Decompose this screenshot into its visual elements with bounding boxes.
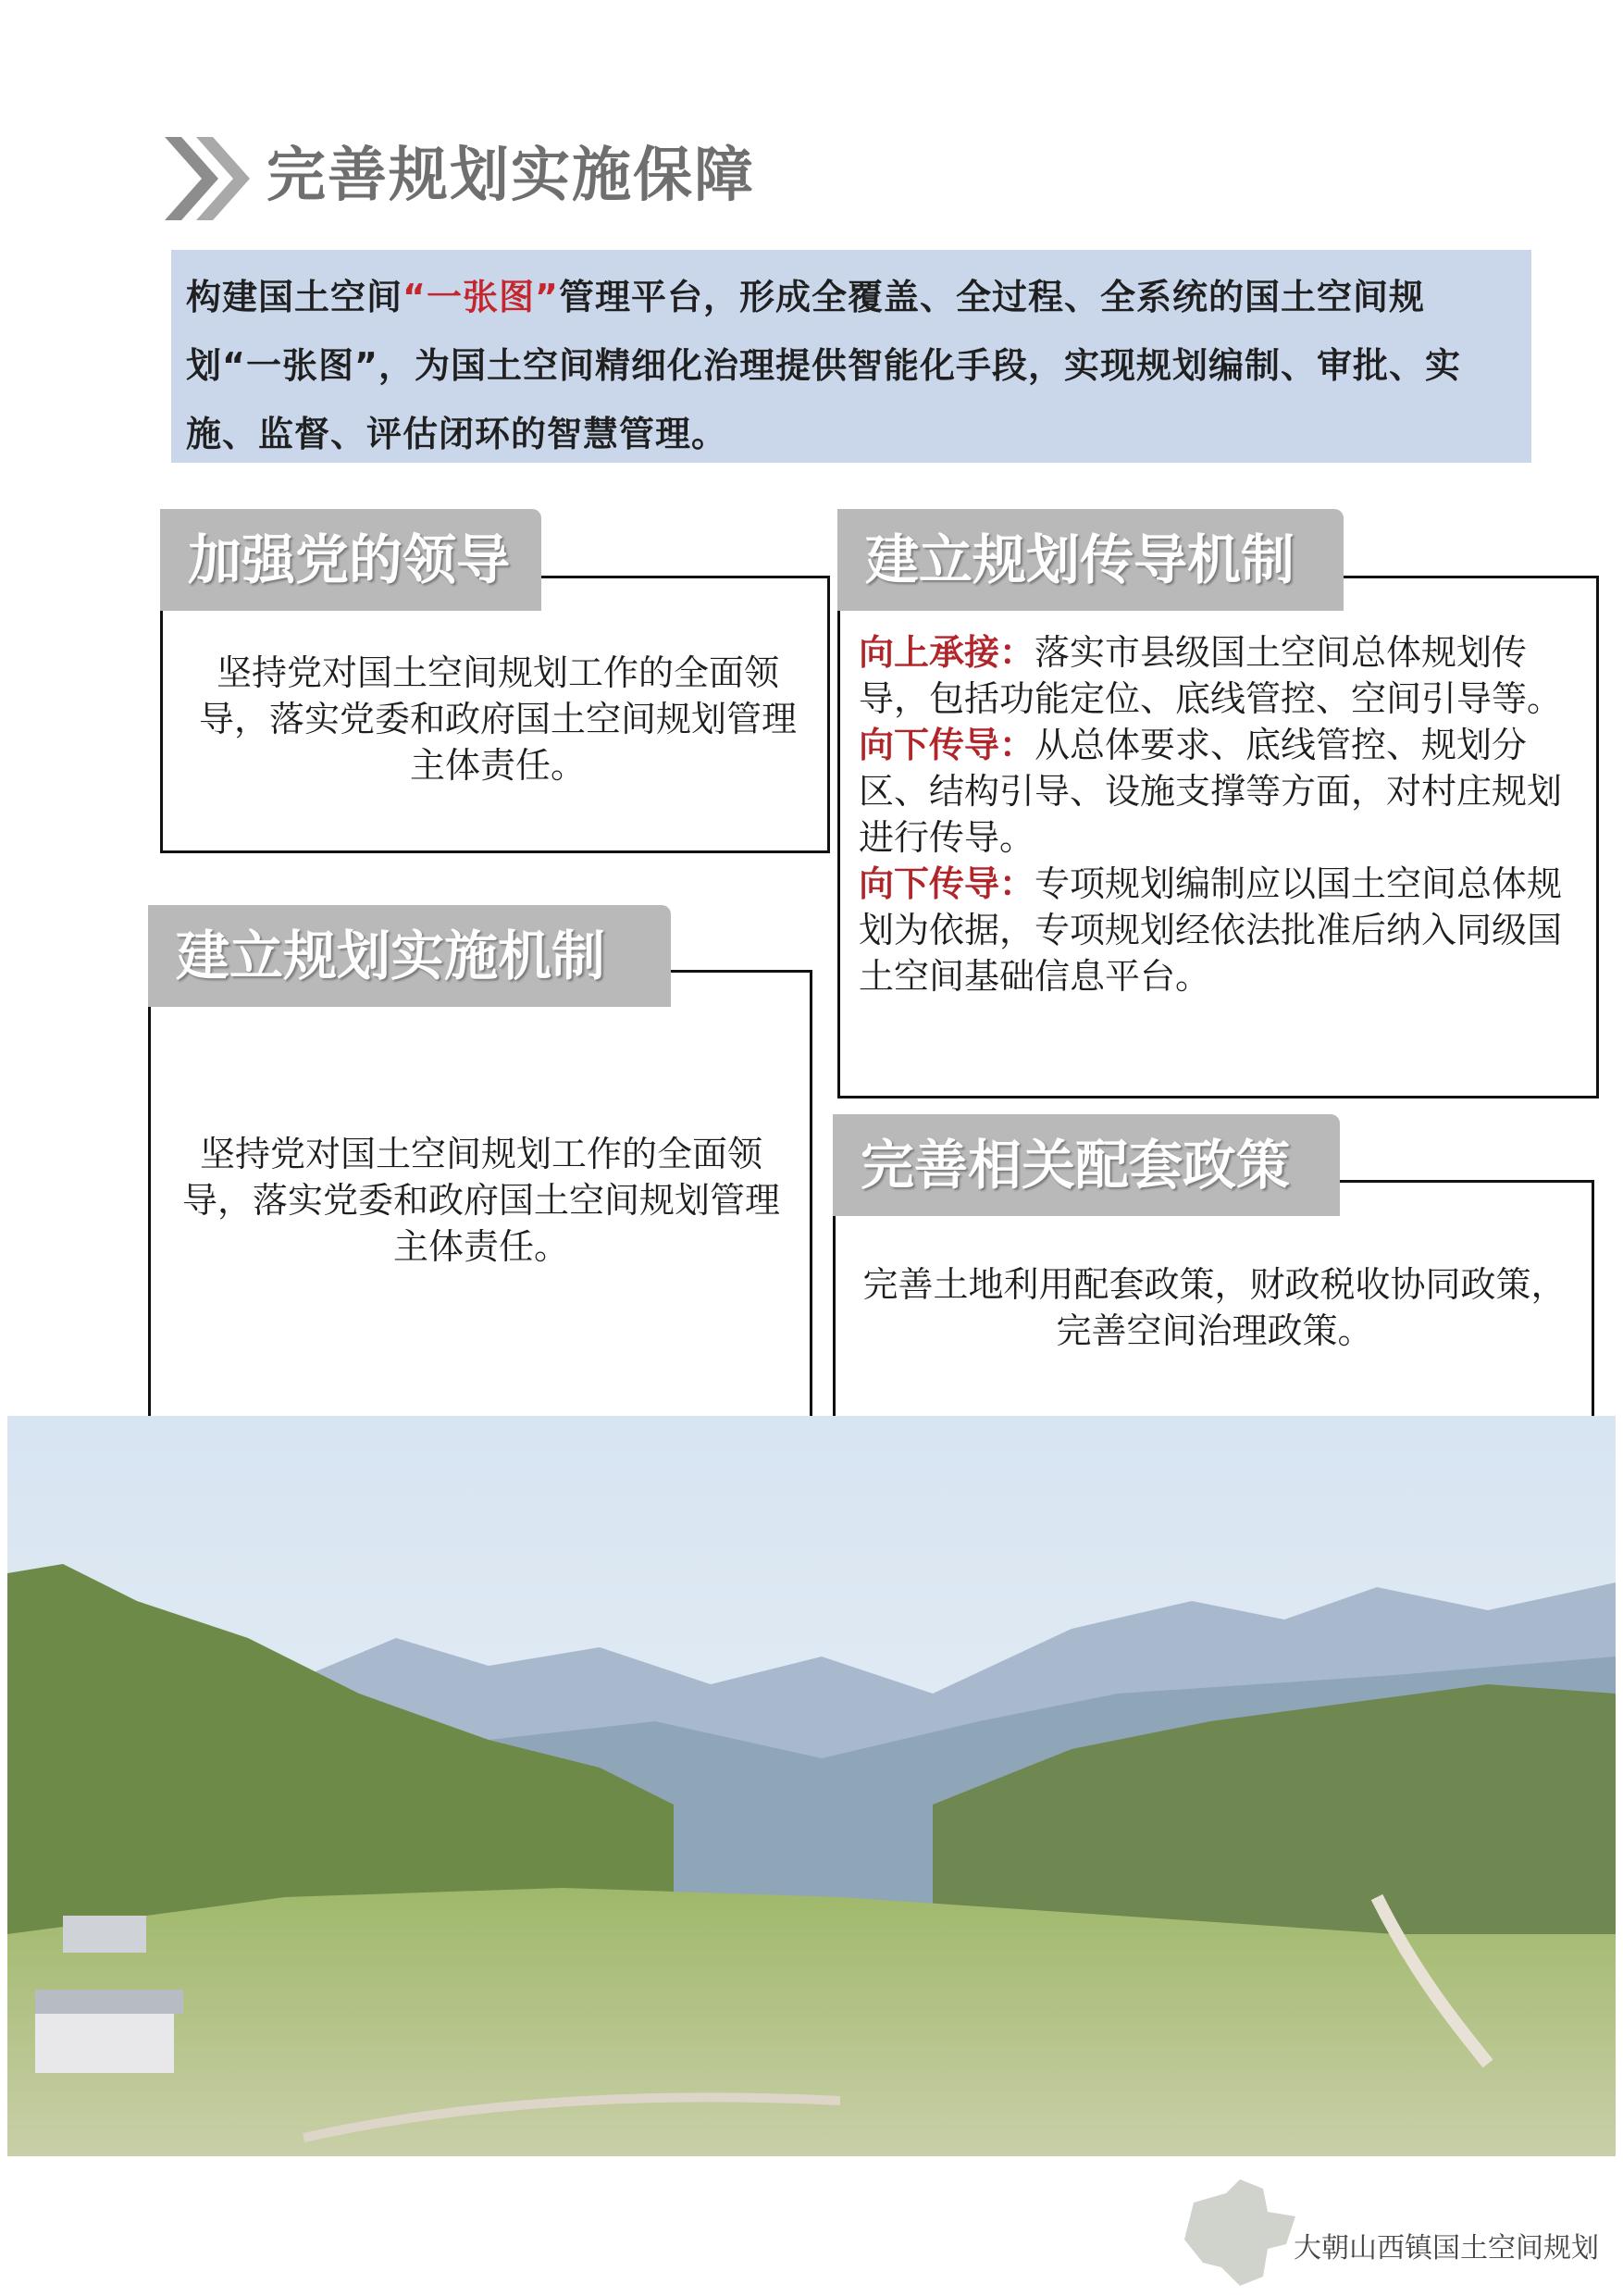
intro-text-rest: 管理平台，形成全覆盖、全过程、全系统的国土空间规划“一张图”，为国土空间精细化治理提供智能化手段，实现规划编制、审批、实施、监督、评估闭环的智慧管理。 <box>186 277 1461 454</box>
party-leadership-title: 加强党的领导 <box>160 509 541 611</box>
transmission-item <box>859 861 1564 999</box>
transmission-item-text: 从总体要求、底线管控、规划分区、结构引导、设施支撑等方面，对村庄规划进行传导。 <box>859 725 1563 858</box>
landscape-photo <box>7 1416 1616 2156</box>
transmission-item-text: 专项规划编制应以国土空间总体规划为依据，专项规划经依法批准后纳入同级国土空间基础信息平台。 <box>859 863 1563 997</box>
intro-highlight: “一张图” <box>403 277 559 317</box>
implementation-text: 坚持党对国土空间规划工作的全面领导，落实党委和政府国土空间规划管理主体责任。 <box>181 1134 780 1267</box>
policy-title: 完善相关配套政策 <box>833 1114 1340 1216</box>
intro-text-start: 构建国土空间 <box>186 277 403 317</box>
transmission-item <box>859 722 1564 861</box>
transmission-list <box>859 629 1564 999</box>
intro-text <box>186 263 1517 468</box>
policy-text: 完善土地利用配套政策，财政税收协同政策，完善空间治理政策。 <box>862 1264 1567 1351</box>
footer-text: 大朝山西镇国土空间规划 <box>1294 2232 1599 2265</box>
intro-box <box>171 250 1531 463</box>
transmission-title: 建立规划传导机制 <box>837 509 1344 611</box>
double-chevron-icon <box>165 137 250 220</box>
transmission-item-label: 向下传导： <box>859 863 1035 904</box>
transmission-item-label: 向上承接： <box>859 632 1035 673</box>
transmission-item-label: 向下传导： <box>859 725 1035 765</box>
implementation-title: 建立规划实施机制 <box>148 905 671 1007</box>
transmission-item-text: 落实市县级国土空间总体规划传导，包括功能定位、底线管控、空间引导等。 <box>859 632 1563 719</box>
page-title: 完善规划实施保障 <box>266 142 755 210</box>
party-leadership-text: 坚持党对国土空间规划工作的全面领导，落实党委和政府国土空间规划管理主体责任。 <box>198 652 797 786</box>
transmission-item <box>859 629 1564 722</box>
